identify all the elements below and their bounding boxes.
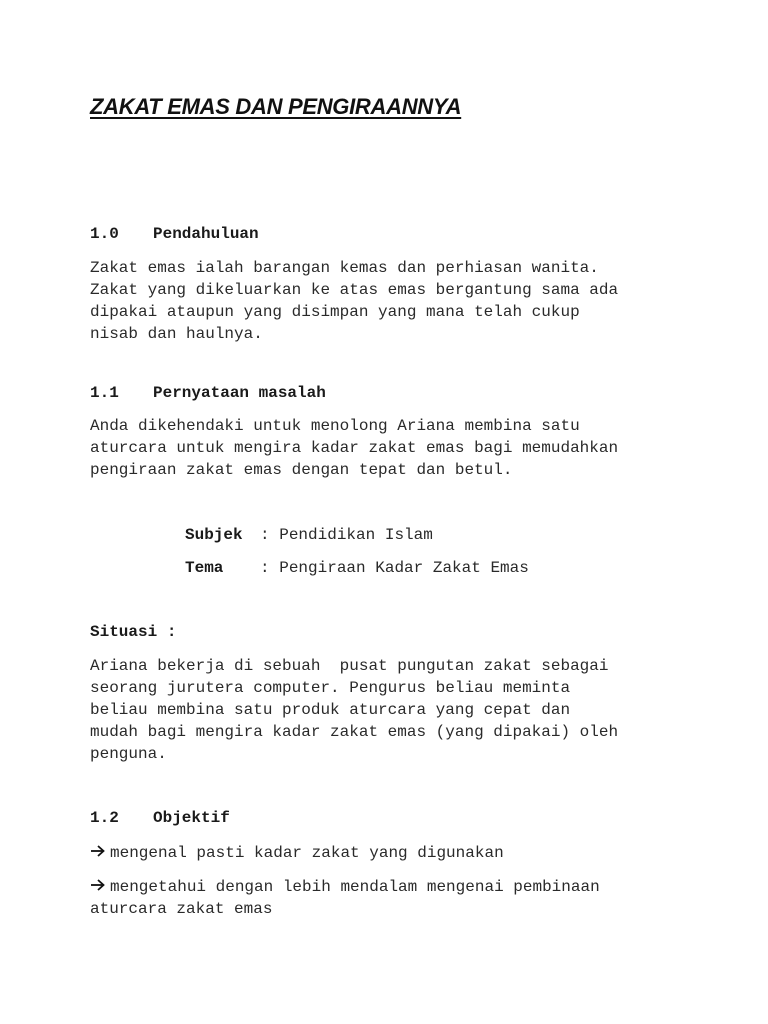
subject-label: Subjek [185,526,243,544]
subject-separator: : [260,526,270,544]
paragraph-line: penguna. [90,745,167,763]
theme-label: Tema [185,559,224,577]
objective-text: aturcara zakat emas [90,900,273,918]
situation-paragraph [90,655,700,765]
section-heading-problem [90,382,326,404]
section-title: Objektif [153,809,230,827]
section-heading-objectives [90,807,230,829]
intro-paragraph [90,257,700,345]
section-title: Pernyataan masalah [153,384,326,402]
theme-separator: : [260,559,270,577]
paragraph-line: Anda dikehendaki untuk menolong Ariana membina satu [90,417,580,435]
paragraph-line: aturcara untuk mengira kadar zakat emas bagi memudahkan [90,439,619,457]
section-heading-situation: Situasi : [90,623,177,641]
section-number: 1.1 [90,384,119,402]
objective-text: mengetahui dengan lebih mendalam mengenai pembinaan [110,878,600,896]
problem-paragraph [90,415,700,481]
theme-value: Pengiraan Kadar Zakat Emas [279,559,529,577]
paragraph-line: nisab dan haulnya. [90,325,263,343]
paragraph-line: beliau membina satu produk aturcara yang cepat dan [90,701,571,719]
right-arrow-icon [90,844,110,858]
objective-item [90,842,700,864]
paragraph-line: seorang jurutera computer. Pengurus beliau meminta [90,679,571,697]
subject-value: Pendidikan Islam [279,526,433,544]
section-heading-intro [90,223,259,245]
right-arrow-icon [90,878,110,892]
document-title: ZAKAT EMAS DAN PENGIRAANNYA [90,94,462,119]
paragraph-line: mudah bagi mengira kadar zakat emas (yang dipakai) oleh [90,723,619,741]
paragraph-line: Ariana bekerja di sebuah pusat pungutan zakat sebagai [90,657,609,675]
objective-text: mengenal pasti kadar zakat yang digunakan [110,844,504,862]
paragraph-line: Zakat yang dikeluarkan ke atas emas bergantung sama ada [90,281,619,299]
section-title: Pendahuluan [153,225,259,243]
paragraph-line: Zakat emas ialah barangan kemas dan perhiasan wanita. [90,259,599,277]
section-number: 1.0 [90,225,119,243]
paragraph-line: dipakai ataupun yang disimpan yang mana telah cukup [90,303,580,321]
section-number: 1.2 [90,809,119,827]
objective-item [90,876,700,920]
theme-row [185,557,529,579]
paragraph-line: pengiraan zakat emas dengan tepat dan betul. [90,461,513,479]
subject-row [185,524,433,546]
